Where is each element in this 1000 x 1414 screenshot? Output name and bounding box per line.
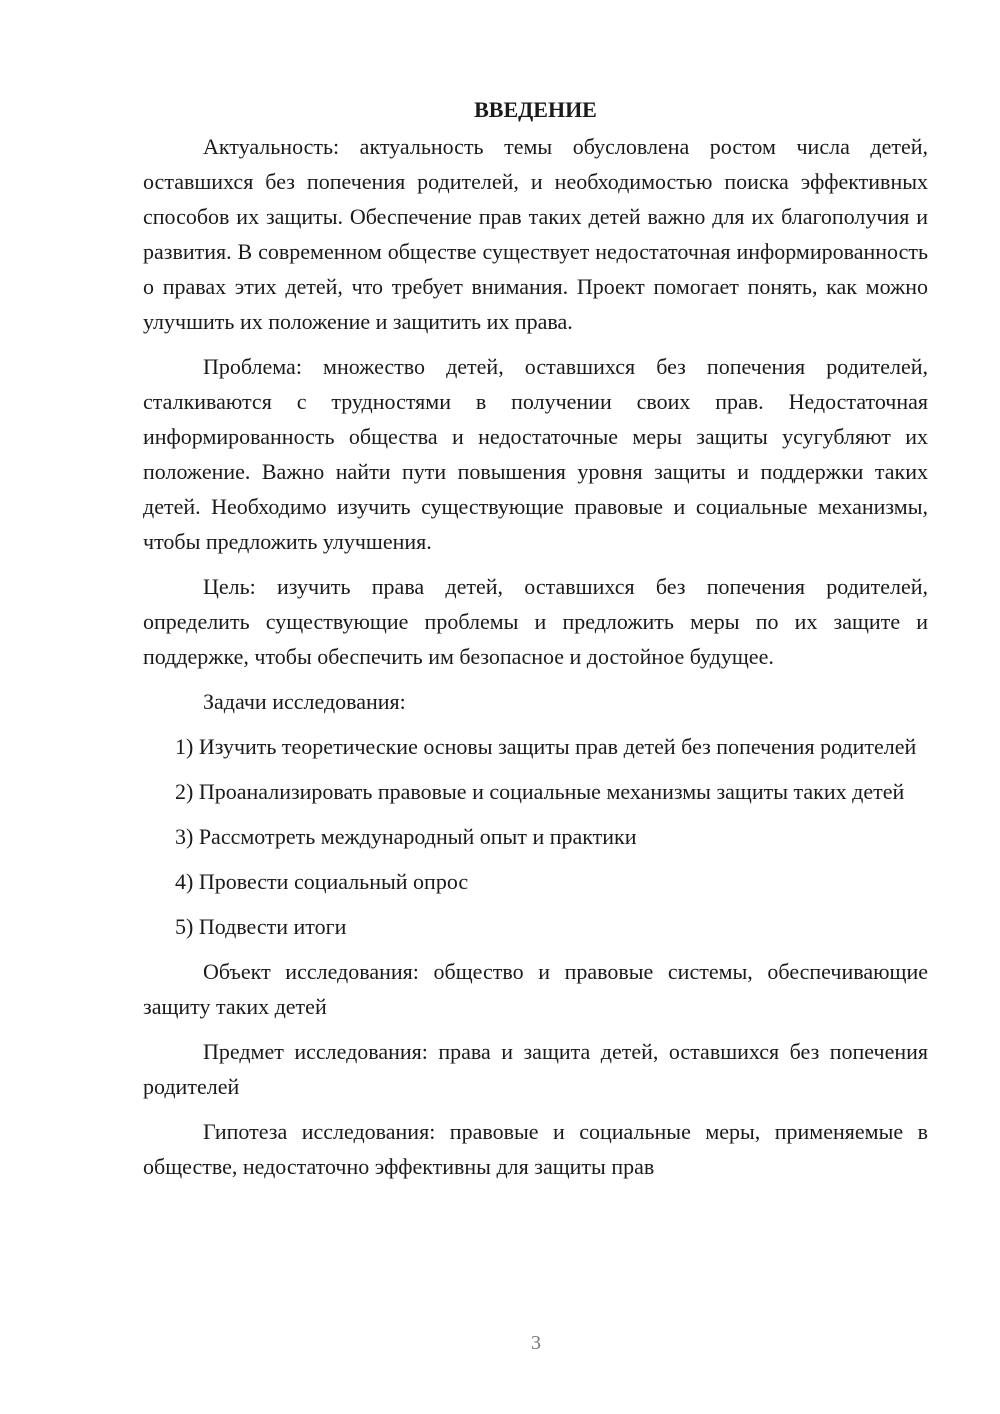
paragraph-hypothesis: Гипотеза исследования: правовые и социальные меры, применяемые в обществе, недостаточно эффективны для защиты прав <box>143 1119 928 1179</box>
document-page <box>143 92 928 1184</box>
task-item-2: 2) Проанализировать правовые и социальные механизмы защиты таких детей <box>175 779 905 804</box>
page-number: 3 <box>531 1332 541 1354</box>
paragraph-object: Объект исследования: общество и правовые системы, обеспечивающие защиту таких детей <box>143 959 928 1019</box>
paragraph-goal: Цель: изучить права детей, оставшихся без попечения родителей, определить существующие проблемы и предложить меры по их защите и поддержке, чтобы обеспечить им безопасное и достойное будущее. <box>143 574 928 669</box>
task-item-1: 1) Изучить теоретические основы защиты прав детей без попечения родителей <box>175 734 917 759</box>
task-item-5: 5) Подвести итоги <box>175 914 347 939</box>
document-title: ВВЕДЕНИЕ <box>474 97 597 122</box>
task-item-4: 4) Провести социальный опрос <box>175 869 469 894</box>
tasks-heading: Задачи исследования: <box>203 689 406 714</box>
paragraph-problem: Проблема: множество детей, оставшихся без попечения родителей, сталкиваются с трудностями в получении своих прав. Недостаточная информированность общества и недостаточные меры защиты усугубляют их положение. Важно найти пути повышения уровня защиты и поддержки таких детей. Необходимо изучить существующие правовые и социальные механизмы, чтобы предложить улучшения. <box>143 354 928 554</box>
paragraph-relevance: Актуальность: актуальность темы обусловлена ростом числа детей, оставшихся без попечения родителей, и необходимостью поиска эффективных способов их защиты. Обеспечение прав таких детей важно для их благополучия и развития. В современном обществе существует недостаточная информированность о правах этих детей, что требует внимания. Проект помогает понять, как можно улучшить их положение и защитить их права. <box>143 134 928 334</box>
task-item-3: 3) Рассмотреть международный опыт и практики <box>175 824 637 849</box>
paragraph-subject: Предмет исследования: права и защита детей, оставшихся без попечения родителей <box>143 1039 928 1099</box>
